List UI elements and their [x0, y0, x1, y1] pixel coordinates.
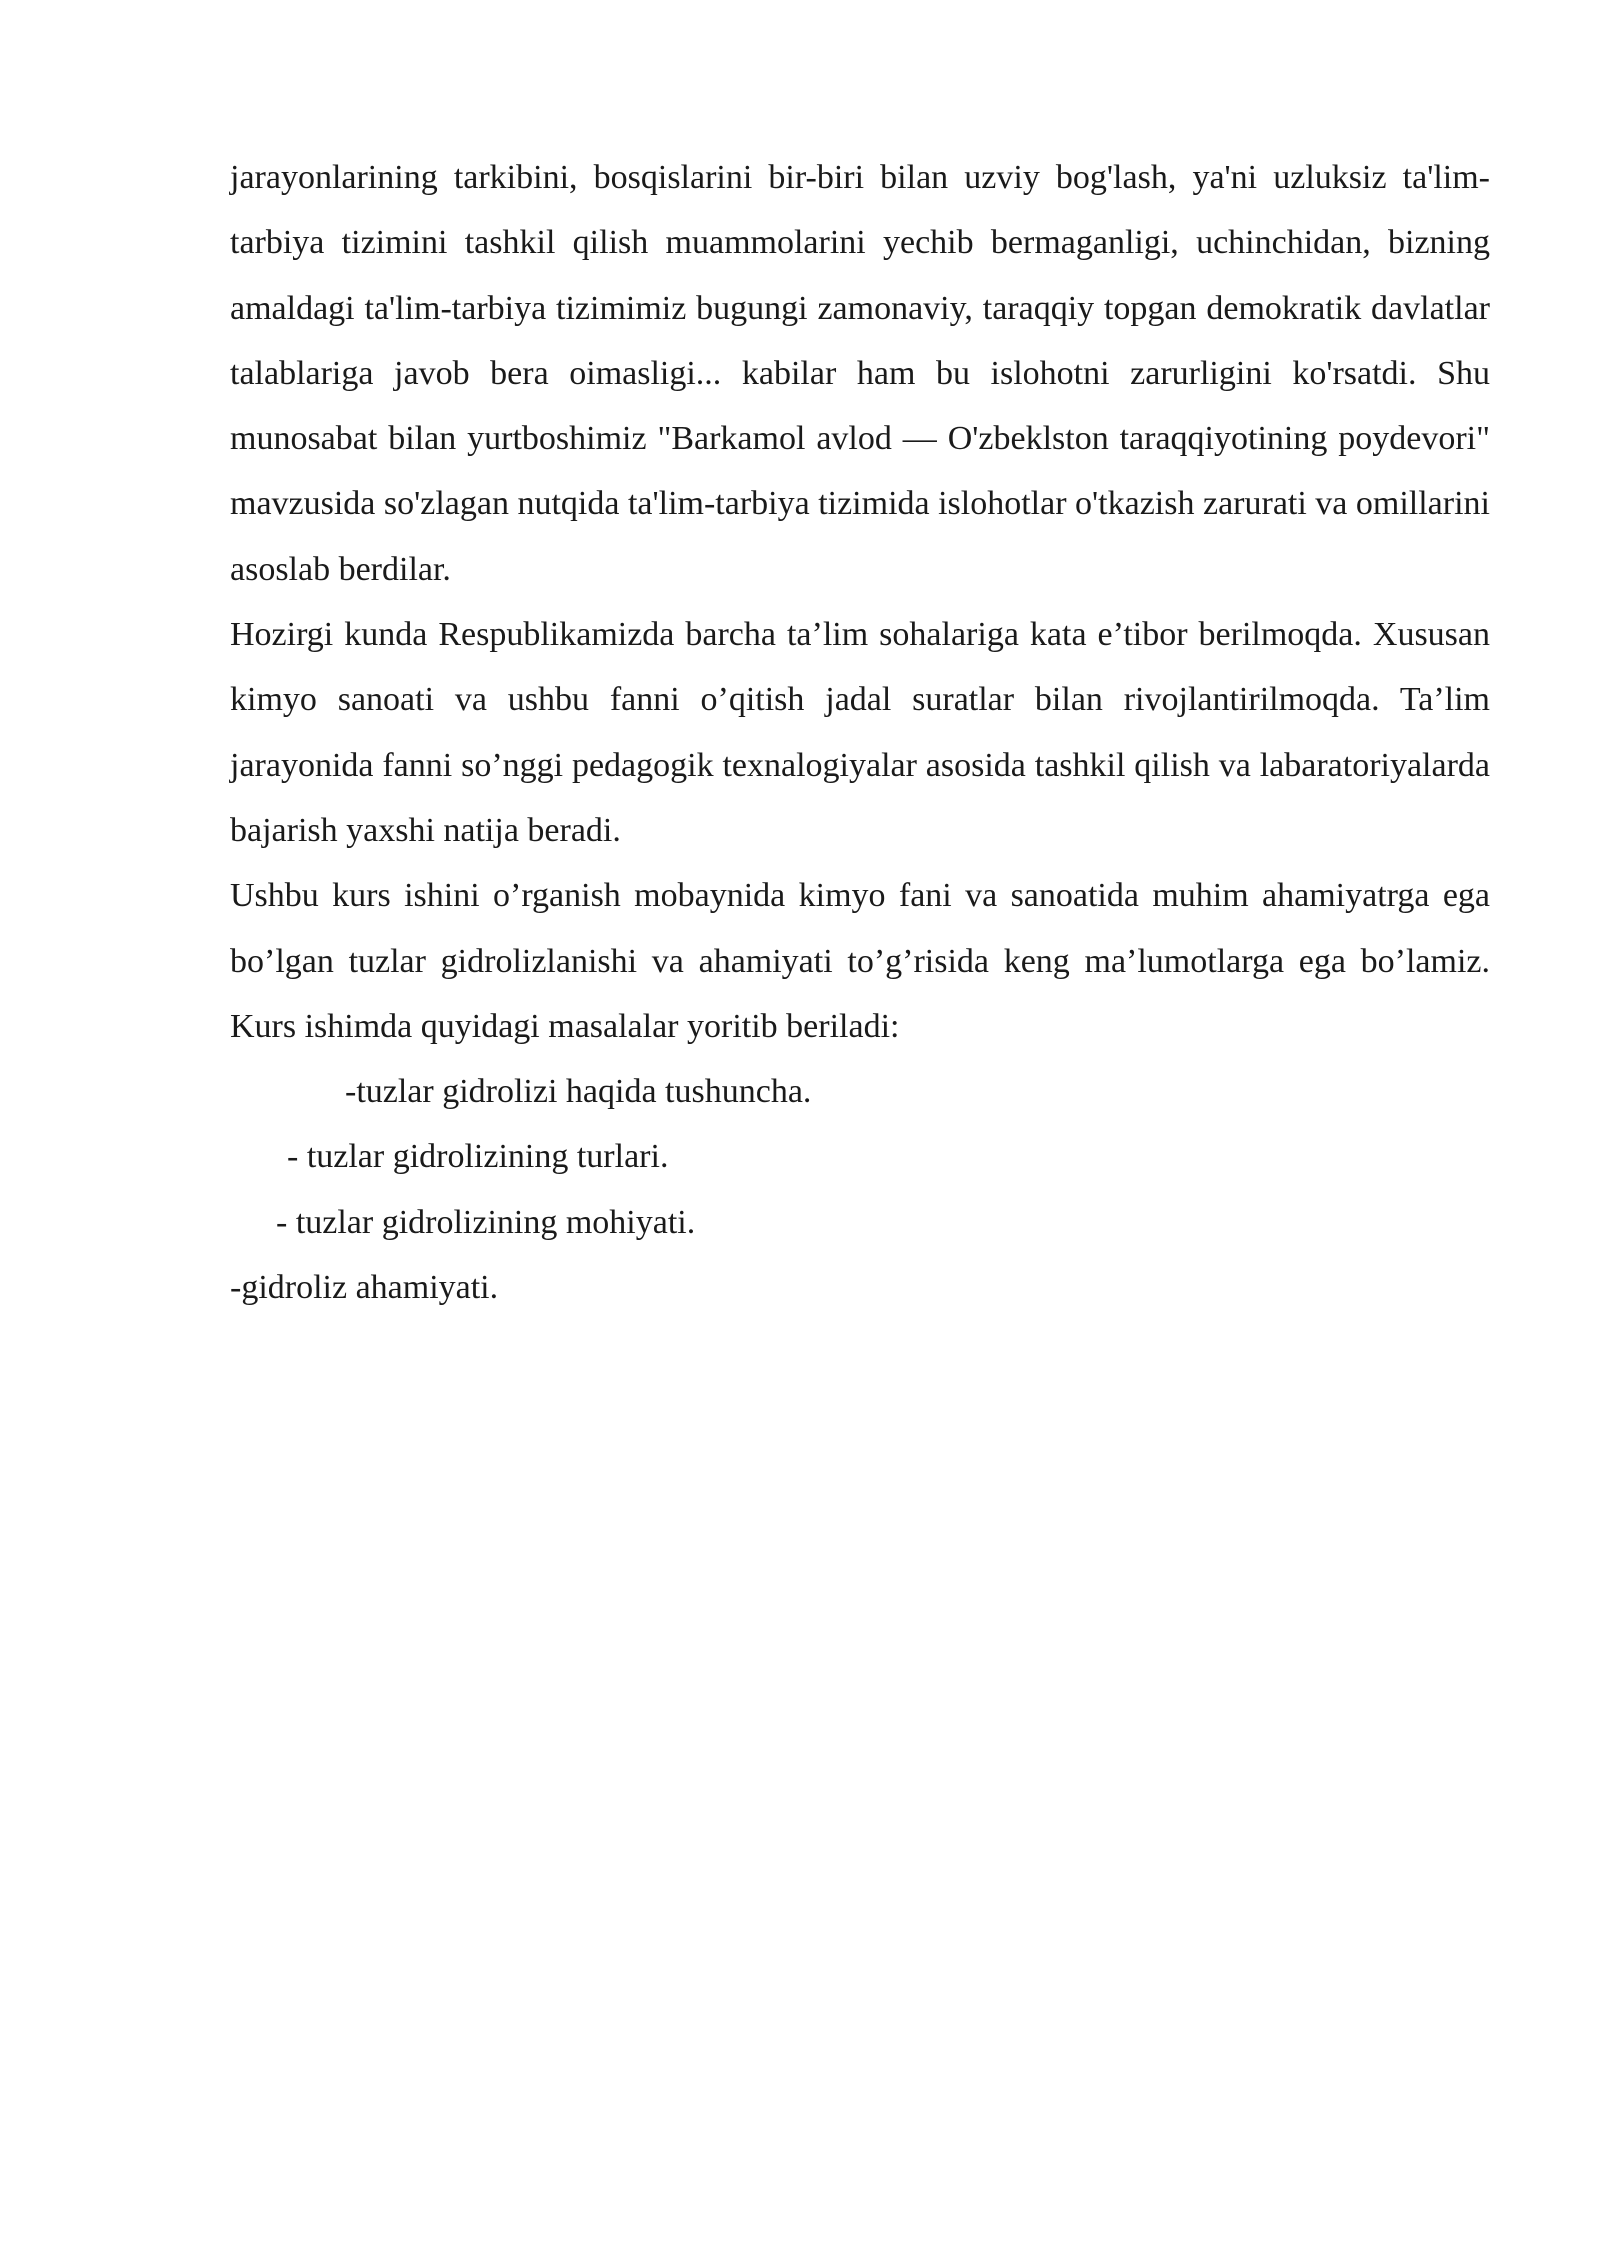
list-item: -tuzlar gidrolizi haqida tushuncha. [345, 1073, 812, 1111]
list-item: - tuzlar gidrolizining mohiyati. [276, 1203, 696, 1241]
paragraph-education-reform: jarayonlarining tarkibini, bosqislarini bir-biri bilan uzviy bog'lash, ya'ni uzluksiz ta'lim-tarbiya tizimini tashkil qilish muammolarini yechib bermaganligi, uchinchidan, bizning amaldagi ta'lim-tarbiya tizimimiz bugungi zamonaviy, taraqqiy topgan demokratik davlatlar talablariga javob bera oimasligi... kabilar ham bu islohotni zarurligini ko'rsatdi. Shu munosabat bilan yurtboshimiz "Barkamol avlod — O'zbeklston taraqqiyotining poydevori" mavzusida so'zlagan nutqida ta'lim-tarbiya tizimida islohotlar o'tkazish zarurati va omillarini asoslab berdilar. [230, 159, 1490, 588]
list-item: - tuzlar gidrolizining turlari. [287, 1138, 669, 1176]
list-item: -gidroliz ahamiyati. [230, 1269, 499, 1307]
document-body [230, 145, 1490, 1320]
paragraph-chemistry-development: Hozirgi kunda Respublikamizda barcha ta’lim sohalariga kata e’tibor berilmoqda. Xususan kimyo sanoati va ushbu fanni o’qitish jadal suratlar bilan rivojlantirilmoqda. Ta’lim jarayonida fanni so’nggi pedagogik texnalogiyalar asosida tashkil qilish va labaratoriyalarda bajarish yaxshi natija beradi. [230, 616, 1490, 849]
paragraph-course-intro: Ushbu kurs ishini o’rganish mobaynida kimyo fani va sanoatida muhim ahamiyatrga ega bo’lgan tuzlar gidrolizlanishi va ahamiyati to’g’risida keng ma’lumotlarga ega bo’lamiz. Kurs ishimda quyidagi masalalar yoritib beriladi: [230, 877, 1490, 1045]
